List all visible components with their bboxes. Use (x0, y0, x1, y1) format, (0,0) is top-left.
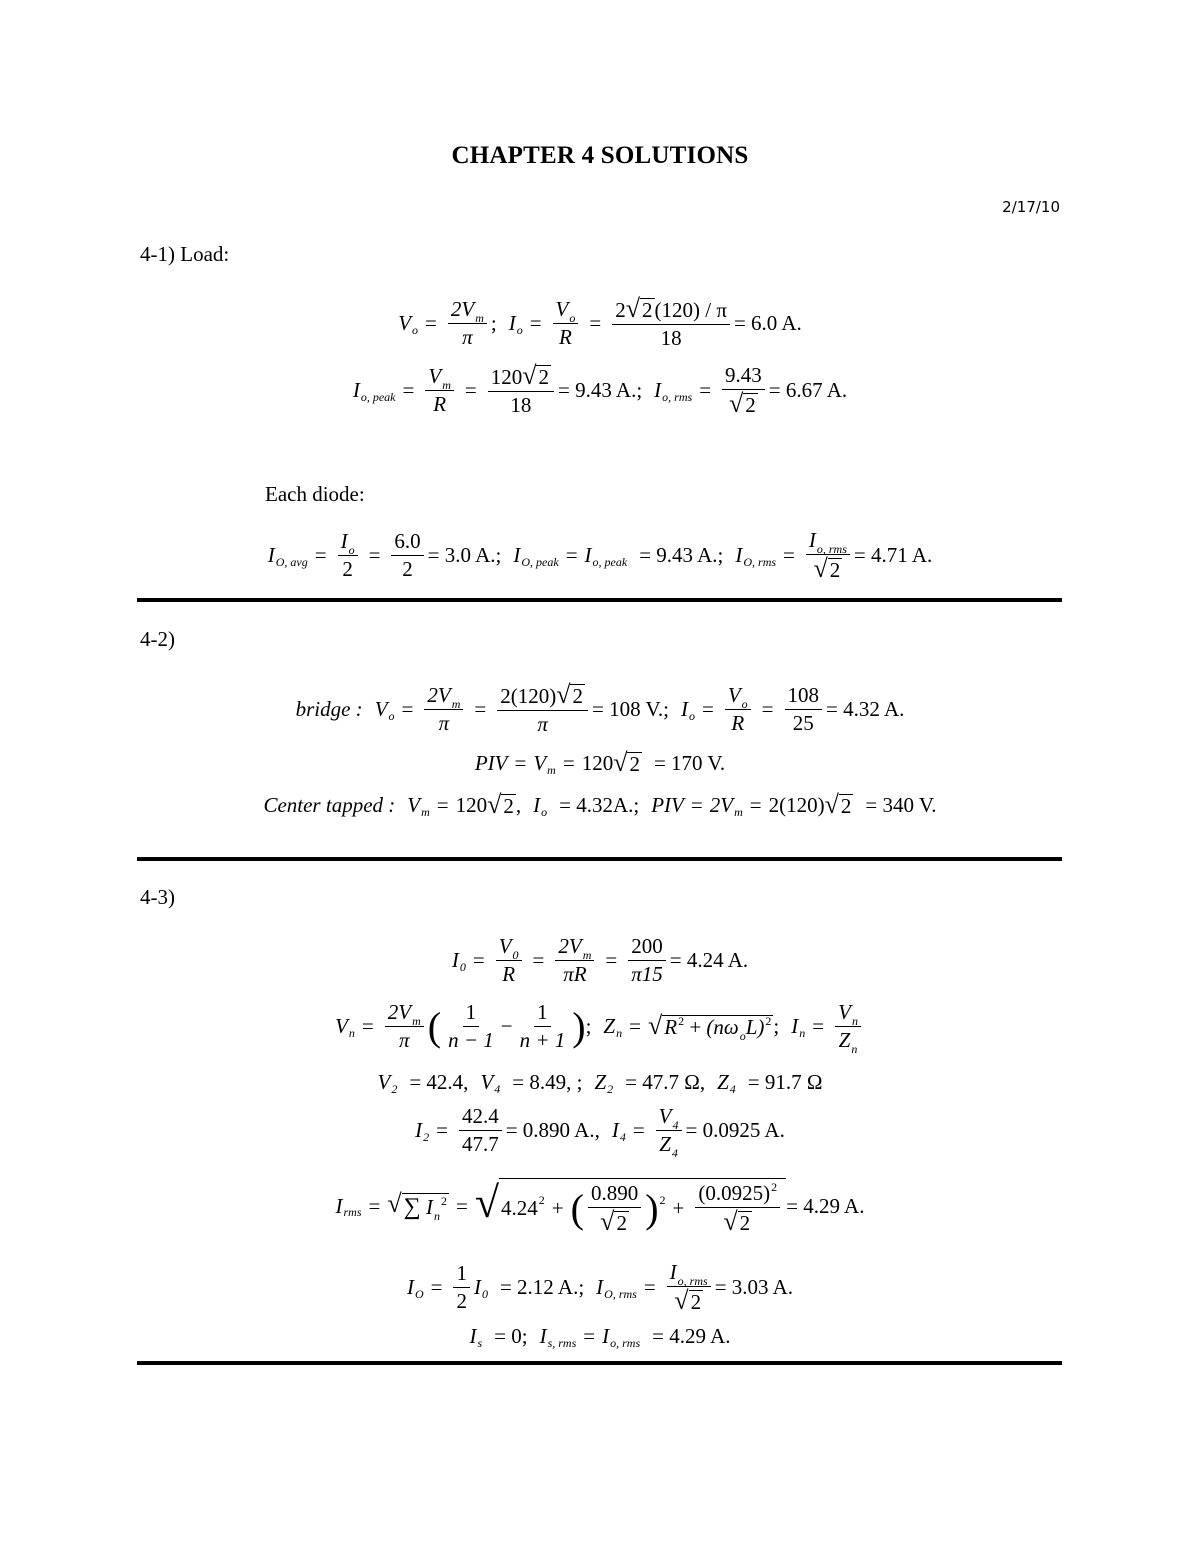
each-diode-label: Each diode: (265, 482, 365, 506)
eq-4-3-line-1: I 0 = $\frac{V_0}{R}$ = $\frac{2V_m}{\pi R}$ = $\frac{200}{\pi 15}$ = 4.24 A. (451, 934, 749, 986)
eq-4-3-line-6: I O = $\frac{1}{2}$ I 0 = 2.12 A.; I O, rms = $I_{o, rms}$ √ 2 = 3.03 A. (406, 1260, 794, 1315)
eq-4-2-line-1: bridge : V o = $\frac{2V_m}{\pi}$ = 2(120) √ 2 π = 108 V.; I o = $\frac{V_o}{R}$ = $\frac{108}{25}$ = 4.32 A. (295, 680, 905, 736)
problem-4-1-label: 4-1) Load: (140, 242, 230, 266)
section-divider-2 (137, 857, 1062, 861)
section-divider-1 (137, 598, 1062, 602)
page-title: CHAPTER 4 SOLUTIONS (451, 142, 749, 169)
eq-4-3-line-7: I s = 0; I s, rms = I o, rms = 4.29 A. (469, 1324, 731, 1350)
eq-4-3-line-2: V n = $\frac{2V_m}{\pi}$ ( $\frac{1}{n - 1}$ − $\frac{1}{n + 1}$ ) ; Z n = √ $R^2 + (n\omega_oL)^2$ ; I n = $\frac{V_n}{Z_n}$ (0, 1002, 1200, 1051)
problem-4-3-label: 4-3) (140, 885, 175, 909)
eq-4-2-line-3: Center tapped : V m = 120 √ 2 , I o = 4.32A.; PIV = 2V m = 2(120) √ 2 = 340 V. (263, 790, 937, 819)
eq-4-2-line-2: PIV = V m = 120 √ 2 = 170 V. (474, 748, 726, 777)
eq-4-1-line-2: I o, peak = $\frac{V_m}{R}$ = 120 √ 2 18 = 9.43 A.; I o, rms = 9.43 √ 2 = 6.67 A. (352, 361, 848, 418)
problem-4-2-label: 4-2) (140, 627, 175, 651)
eq-4-3-line-4: I 2 = $\frac{42.4}{47.7}$ = 0.890 A., I 4 = $\frac{V_4}{Z_4}$ = 0.0925 A. (415, 1104, 785, 1160)
eq-4-1-line-3: I O, avg = $\frac{I_o}{2}$ = $\frac{6.0}{2}$ = 3.0 A.; I O, peak = I o, peak = 9.43 A.; I O, rms = $I_{o, rms}$ √ 2 = 4.71 A. (267, 528, 933, 583)
eq-4-3-line-3: V 2 = 42.4, V 4 = 8.49, ; Z 2 = 47.7 Ω, Z 4 = 91.7 Ω (377, 1070, 823, 1096)
eq-4-1-line-1: V o = $\frac{2V_m}{\pi}$ ; I o = $\frac{V_o}{R}$ = 2 √ 2 (120) / π 18 = 6.0 A. (398, 294, 802, 350)
section-divider-3 (137, 1361, 1062, 1365)
eq-4-3-line-5: I rms = √ ∑ $I_n^2$ = √ 4.24 2 + ( 0.890 √ 2 ) 2 + $(0.0925)^2$ √ 2 = 4.29 A. (335, 1178, 865, 1236)
date-label: 2/17/10 (1002, 198, 1060, 216)
